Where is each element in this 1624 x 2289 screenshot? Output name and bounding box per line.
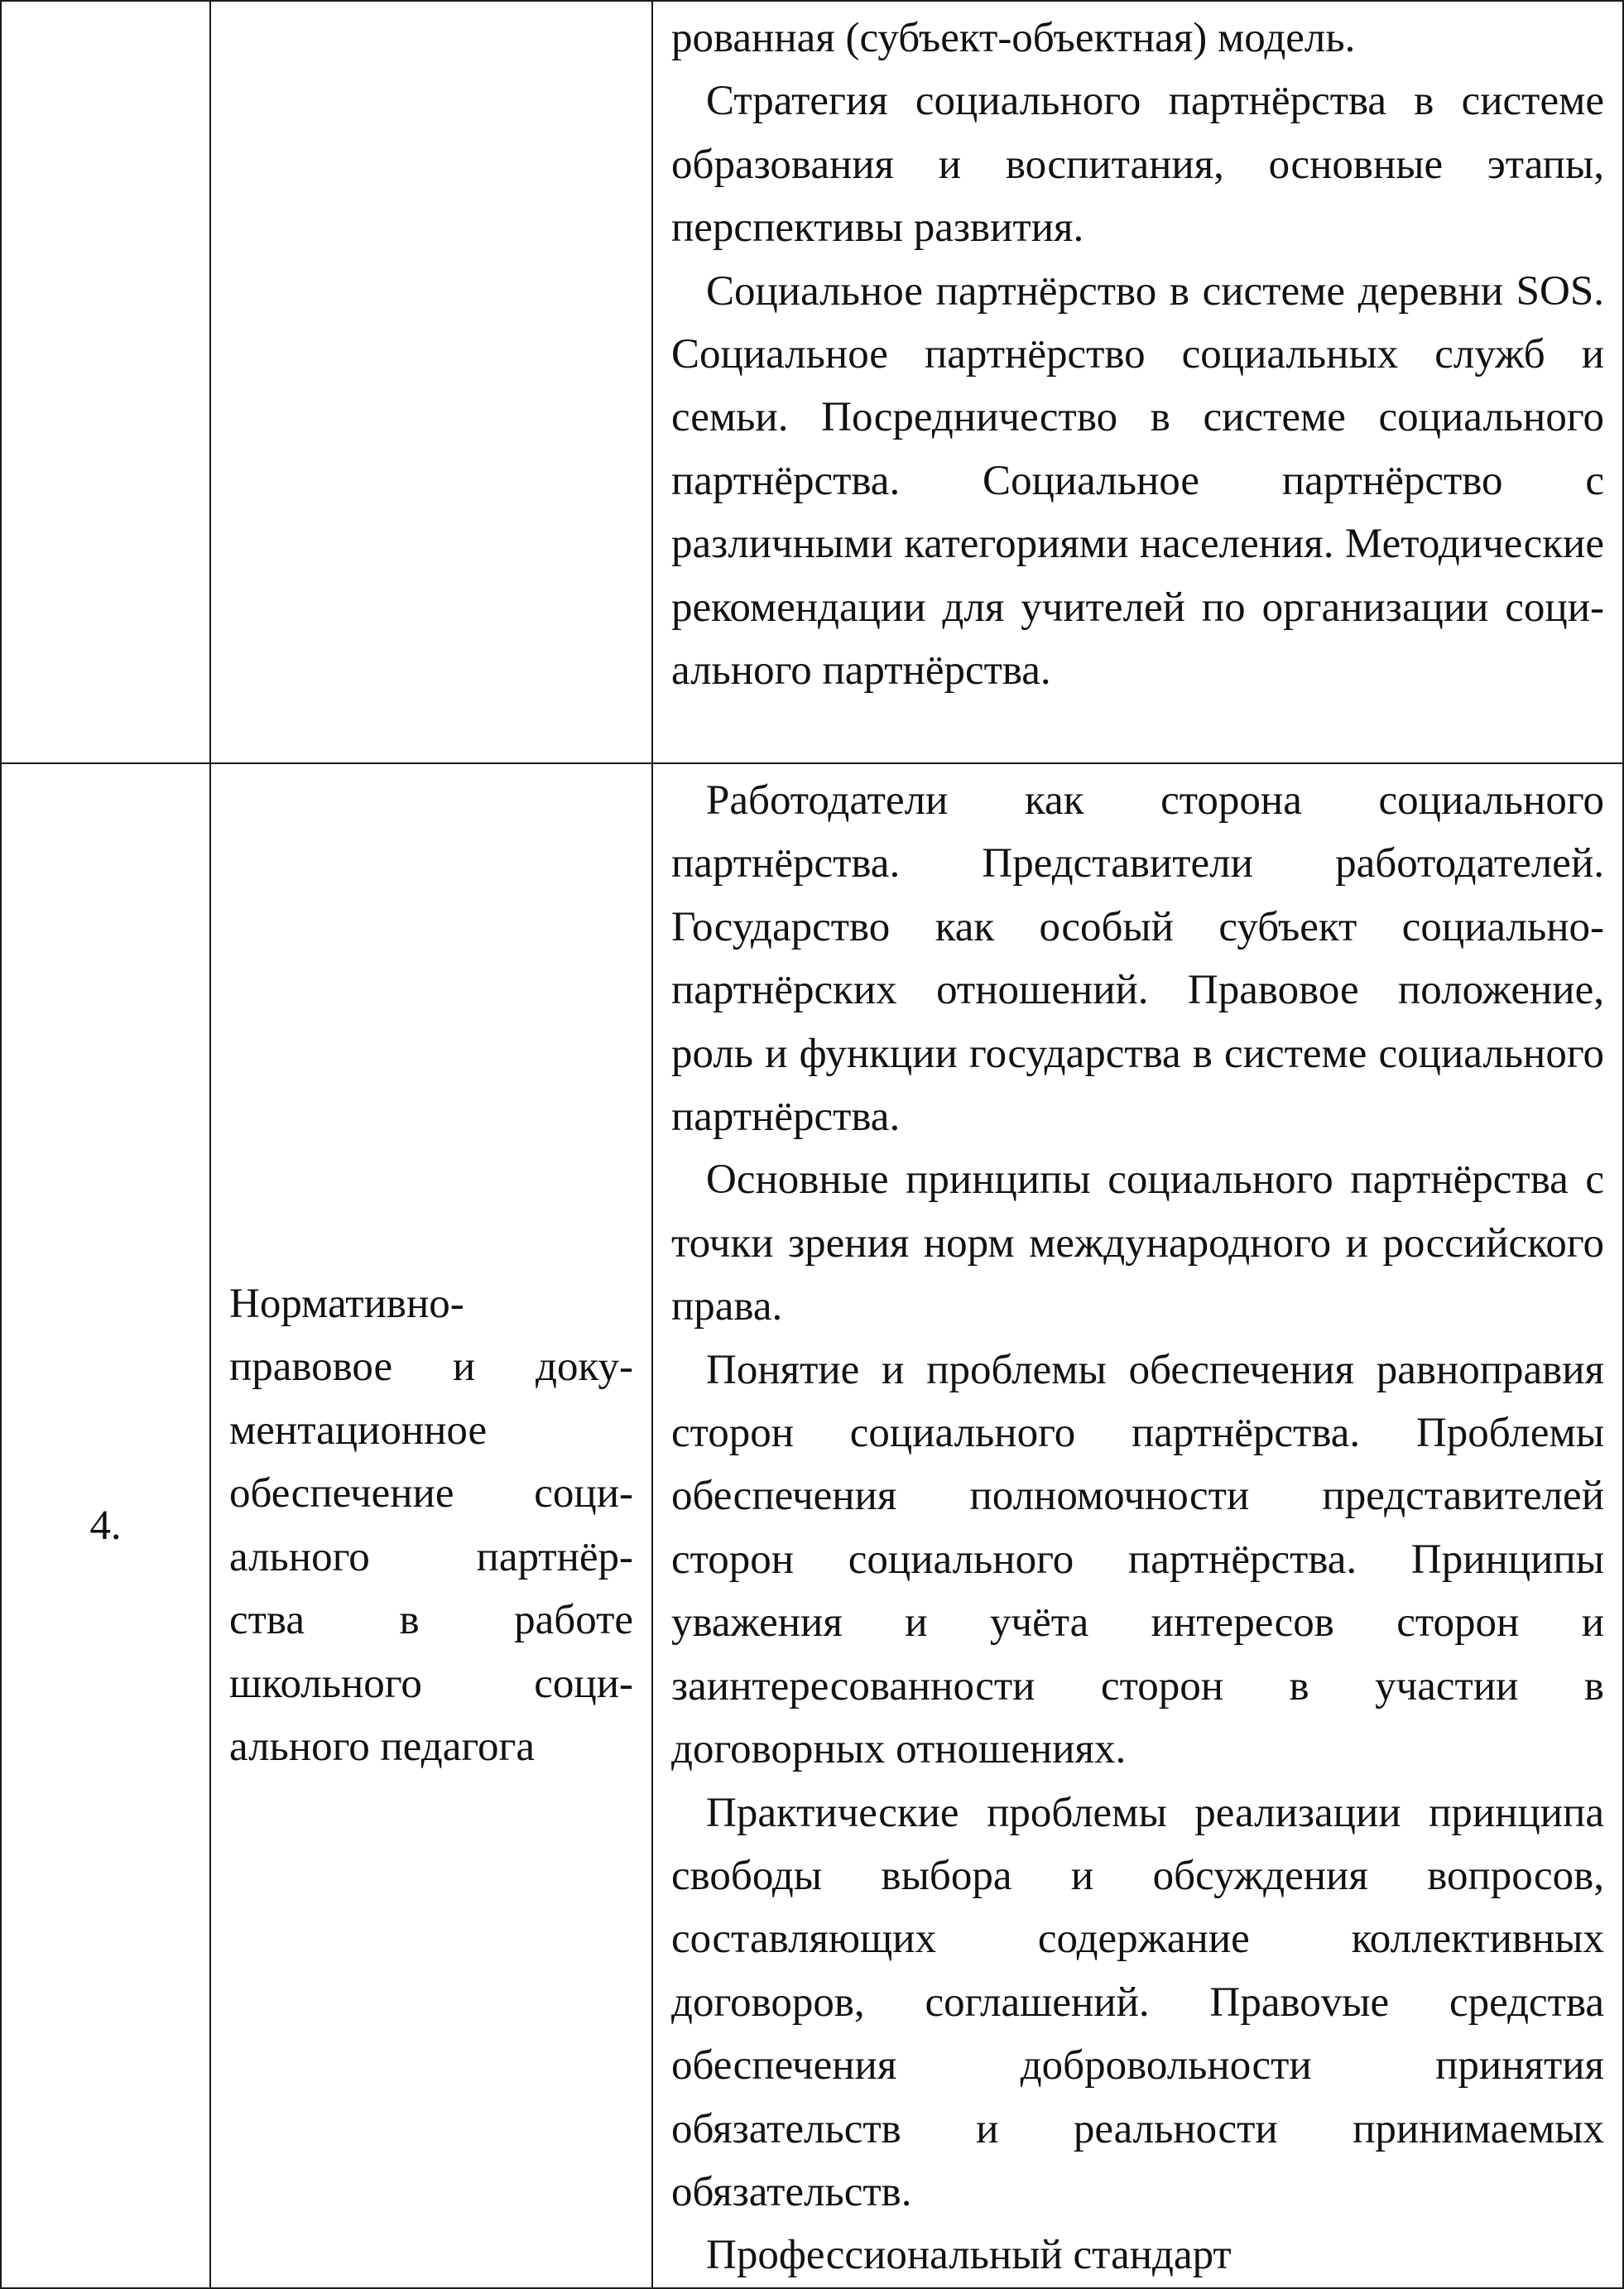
topic-cell [210, 1, 652, 763]
topic-cell [210, 763, 652, 2288]
paragraph: Работодатели как сторона социального партнёрства. Представители работодателей. Государство как особый субъект социально-партнёрских отношений. Правовое положение, роль и функции государства в системе социального партнёрства. [671, 777, 1604, 1141]
content-cell [652, 1, 1623, 763]
topic-line: ментационное [229, 1407, 488, 1454]
paragraph: Стратегия социального партнёрства в системе образования и воспитания, основные этапы, перспективы развития. [671, 78, 1604, 252]
topic-line: Нормативно- [229, 1280, 464, 1327]
topic-line: ального партнёр- [229, 1533, 633, 1580]
paragraph: Основные принципы социального партнёрства с точки зрения норм международного и российского права. [671, 1157, 1604, 1330]
topic-line: школьного соци- [229, 1660, 633, 1707]
paragraph: Социальное партнёрство в системе деревни SOS. Социальное партнёрство социальных служб и семьи. Посредничество в системе социального партнёрства. Социальное партнёрство с различными категориями населения. Методические рекомендации для учителей по организации социального партнёрства. [671, 267, 1604, 695]
paragraph: Понятие и проблемы обеспечения равноправия сторон социального партнёрства. Проблемы обеспечения полномочности представителей сторон социального партнёрства. Принципы уважения и учёта интересов сторон и заинтересованности сторон в участии в договорных отношениях. [671, 1346, 1604, 1773]
row-number-cell [1, 1, 210, 763]
topic-line: обеспечение соци- [229, 1470, 633, 1517]
topic-line: ального педагога [229, 1724, 536, 1771]
paragraph: Профессиональный стандарт [706, 2232, 1232, 2279]
table-row [1, 1, 1623, 763]
topic-line: правовое и доку- [229, 1344, 633, 1391]
content-text [653, 2, 1622, 702]
content-text [653, 764, 1622, 2287]
content-cell [652, 763, 1623, 2288]
topic-line: ства в работе [229, 1597, 633, 1644]
row-number-cell: 4. [1, 763, 210, 2288]
paragraph: Практические проблемы реализации принципа свободы выбора и обсуждения вопросов, составляющих содержание коллективных договоров, соглашений. Правоvые средства обеспечения добровольности принятия обязательств и реальности принимаемых обязательств. [671, 1789, 1604, 2215]
table-row [1, 763, 1623, 2288]
paragraph: рованная (субъект-объектная) модель. [671, 15, 1356, 61]
